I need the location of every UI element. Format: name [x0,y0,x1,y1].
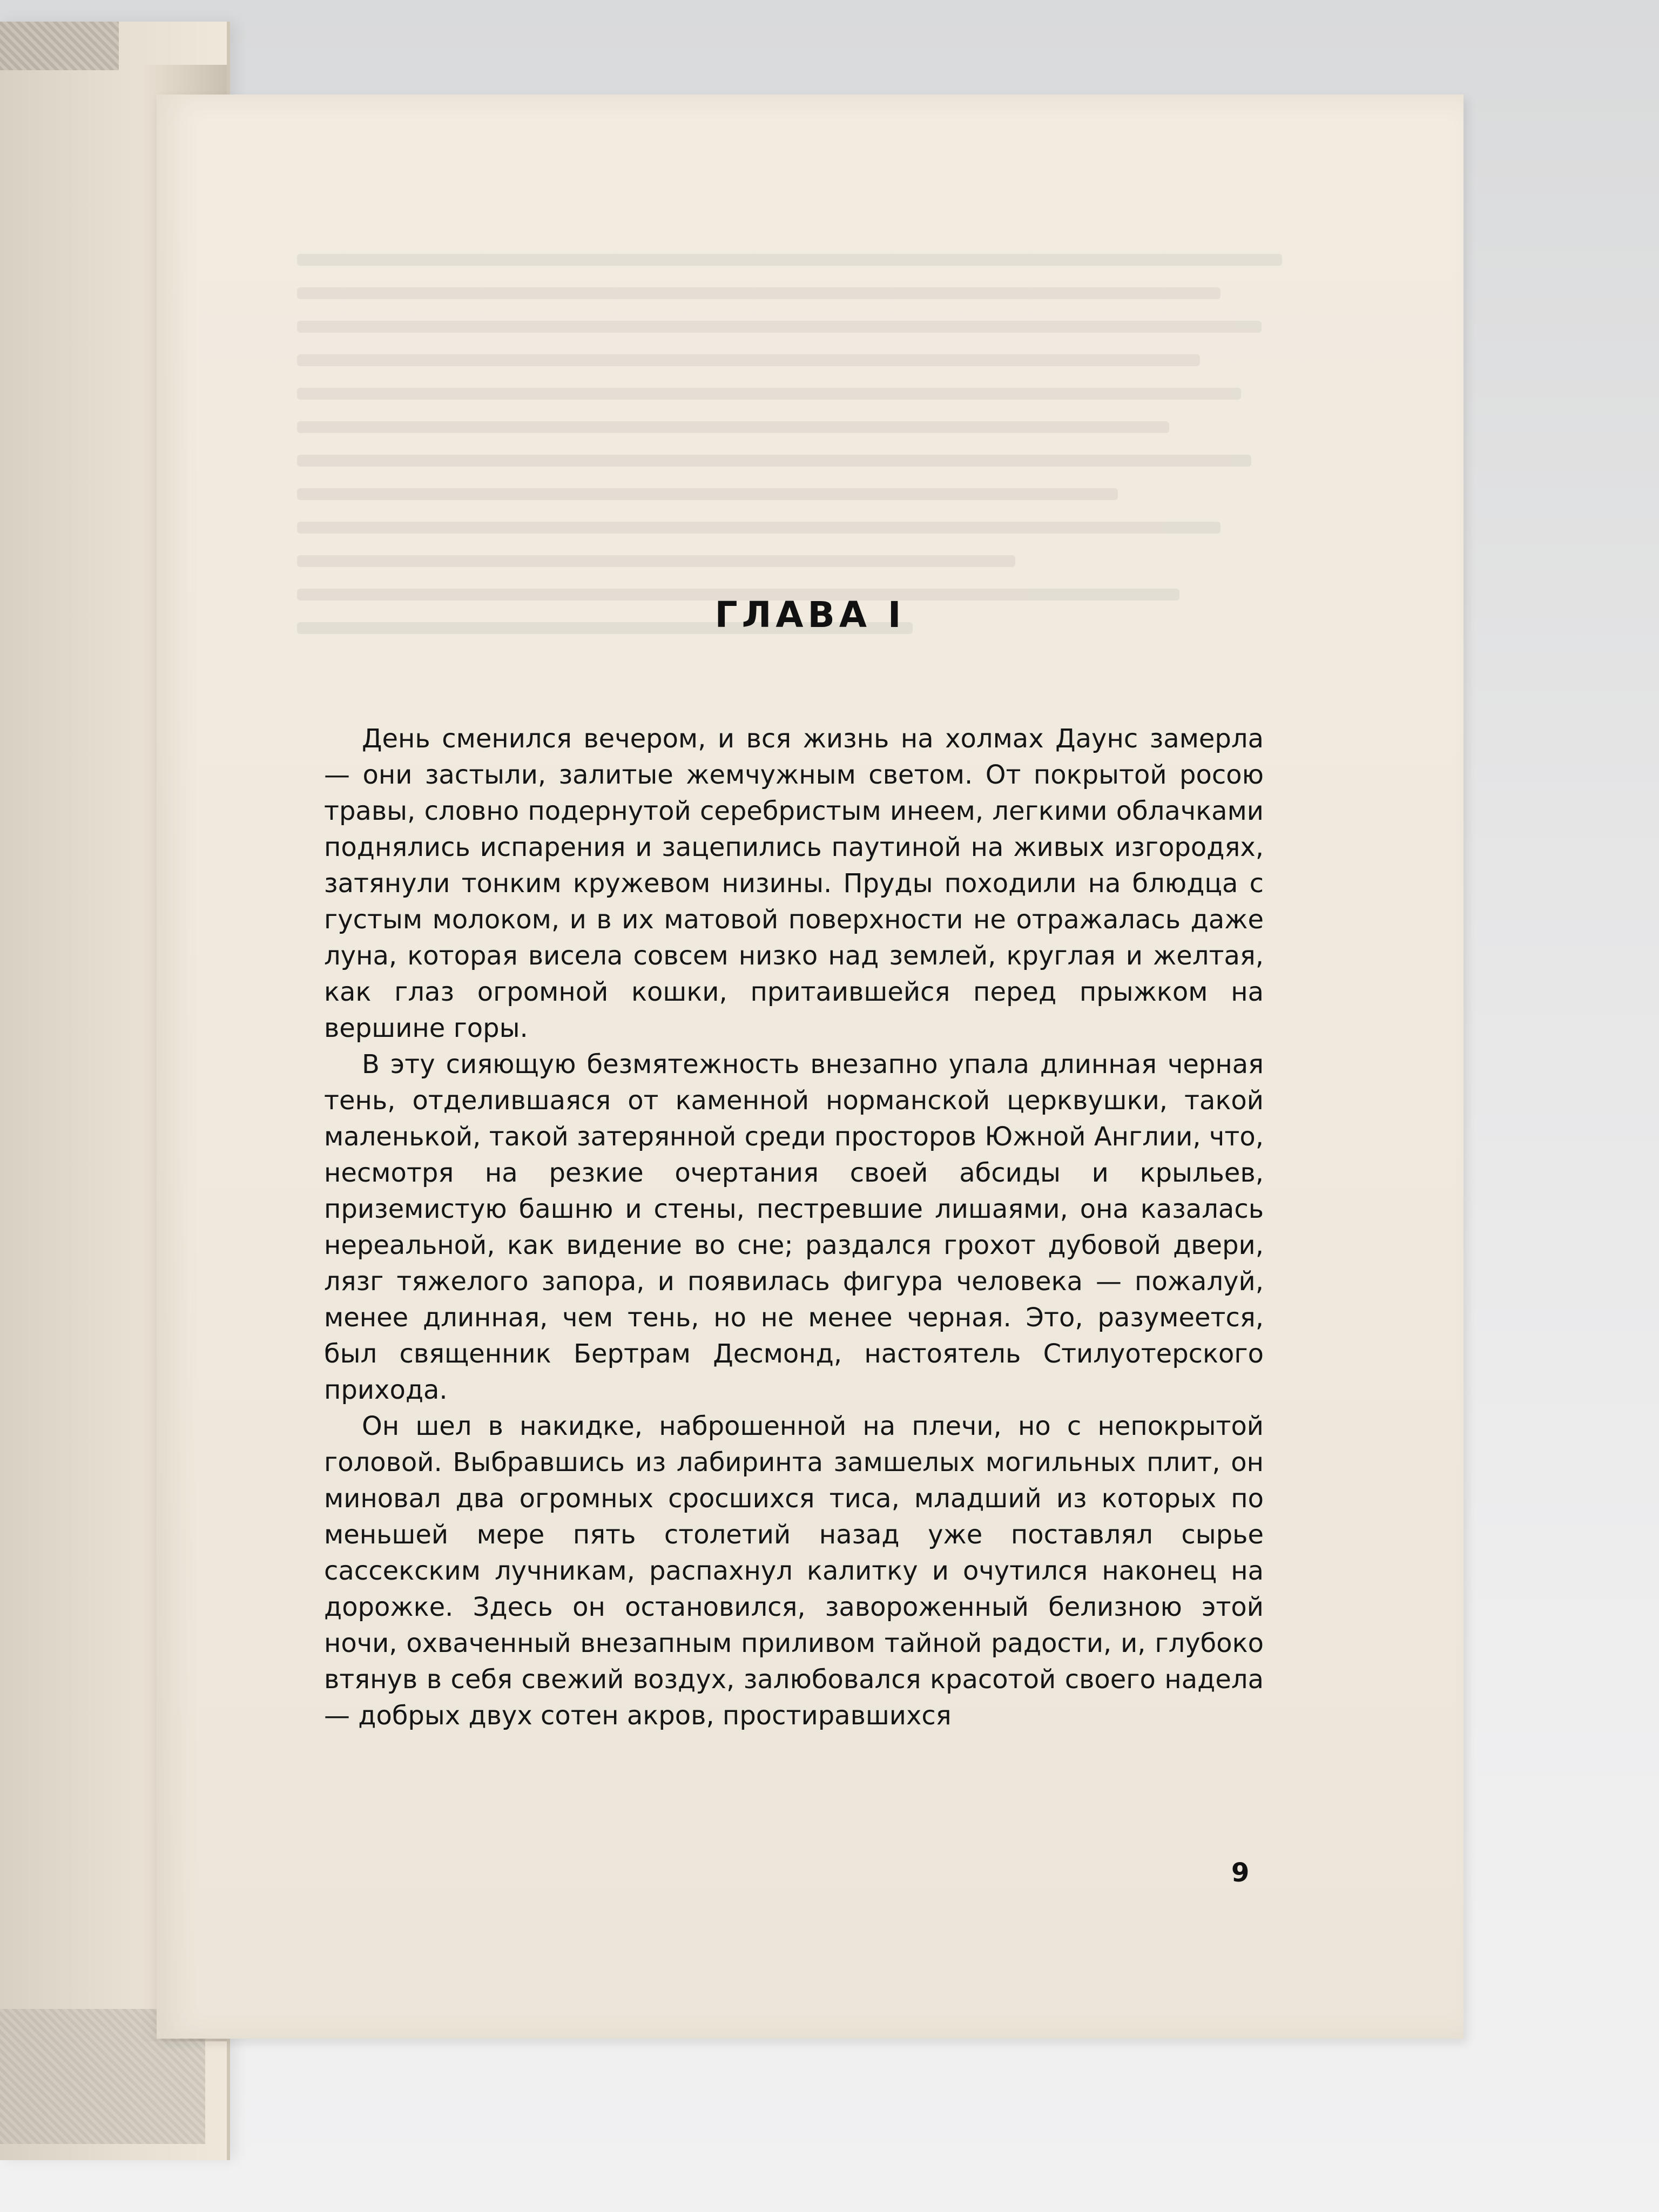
body-text [324,721,1264,1734]
paragraph: В эту сияющую безмятежность внезапно упала длинная черная тень, отделившаяся от каменной норманской церквушки, такой маленькой, такой затерянной среди просторов Южной Англии, что, несмотря на резкие очертания своей абсиды и крыльев, приземистую башню и стены, пестревшие лишаями, она казалась нереальной, как видение во сне; раздался грохот дубовой двери, лязг тяжелого запора, и появилась фигура человека — пожалуй, менее длинная, чем тень, но не менее черная. Это, разумеется, был священник Бертрам Десмонд, настоятель Стилуотерского прихода. [324,1049,1264,1405]
paragraph: Он шел в накидке, наброшенной на плечи, но с непокрытой головой. Выбравшись из лабиринта замшелых могильных плит, он миновал два огромных сросшихся тиса, младший из которых по меньшей мере пять столетий назад уже поставлял сырье сассекским лучникам, распахнул калитку и очутился наконец на дорожке. Здесь он остановился, завороженный белизною этой ночи, охваченный внезапным приливом тайной радости, и, глубоко втянув в себя свежий воздух, залюбовался красотой своего надела — добрых двух сотен акров, простиравшихся [324,1411,1264,1731]
show-through-text [297,254,1323,729]
cover-cloth-top [0,22,119,70]
page-number: 9 [1231,1858,1250,1888]
chapter-title: ГЛАВА I [714,594,906,636]
paragraph: День сменился вечером, и вся жизнь на холмах Даунс замерла — они застыли, залитые жемчужным светом. От покрытой росою травы, словно подернутой серебристым инеем, легкими облачками поднялись испарения и зацепились паутиной на живых изгородях, затянули тонким кружевом низины. Пруды походили на блюдца с густым молоком, и в их матовой поверхности не отражалась даже луна, которая висела совсем низко над землей, круглая и желтая, как глаз огромной кошки, притаившейся перед прыжком на вершине горы. [324,724,1264,1043]
